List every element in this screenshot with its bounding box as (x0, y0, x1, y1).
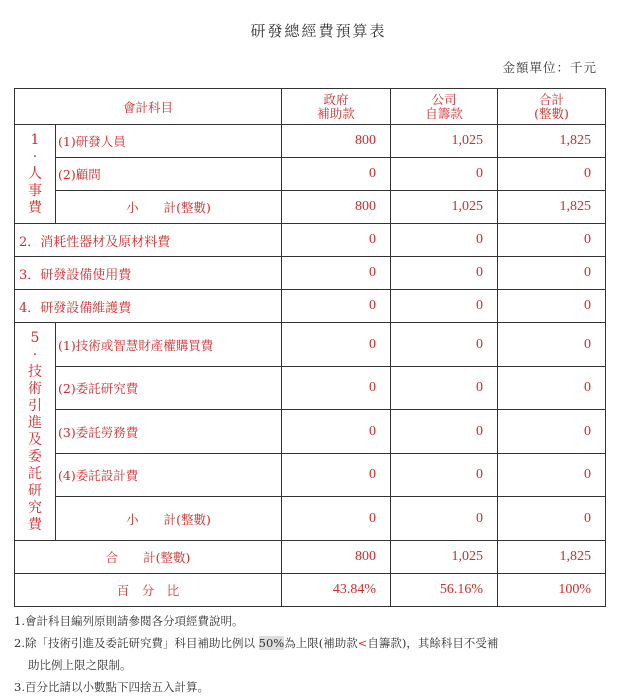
cell-total: 0 (498, 497, 606, 541)
cell-total: 1,825 (498, 541, 606, 574)
cell-total: 0 (498, 290, 606, 323)
row-label: (2)顧問 (56, 158, 282, 191)
row-label: 4．研發設備維護費 (15, 290, 282, 323)
header-row (15, 89, 606, 125)
cell-total: 0 (498, 158, 606, 191)
cell-company: 0 (391, 497, 498, 541)
row-label: 2．消耗性器材及原材料費 (15, 224, 282, 257)
note-2-cont: 助比例上限之限制。 (28, 658, 132, 672)
cell-gov: 0 (282, 454, 391, 497)
header-company: 公司 自籌款 (391, 89, 498, 125)
cell-gov: 800 (282, 541, 391, 574)
group1-label: 1 · 人 事 費 (15, 125, 56, 224)
cell-gov: 0 (282, 257, 391, 290)
percent-row (15, 574, 606, 607)
row-label: 百 分 比 (15, 574, 282, 607)
note-1: 1.會計科目編列原則請參閱各分項經費說明。 (14, 614, 244, 628)
cell-company: 0 (391, 323, 498, 367)
table-row (15, 497, 606, 541)
cell-gov: 0 (282, 367, 391, 410)
table-row (15, 454, 606, 497)
notes (14, 610, 614, 698)
table-row (15, 224, 606, 257)
cell-total: 1,825 (498, 125, 606, 158)
note-3: 3.百分比請以小數點下四捨五入計算。 (14, 680, 209, 694)
cell-total: 0 (498, 323, 606, 367)
cell-total: 0 (498, 224, 606, 257)
cell-company: 0 (391, 158, 498, 191)
table-row (15, 367, 606, 410)
cell-company: 0 (391, 224, 498, 257)
grand-total-row (15, 541, 606, 574)
cell-total: 0 (498, 454, 606, 497)
row-label: (4)委託設計費 (56, 454, 282, 497)
cell-gov: 0 (282, 224, 391, 257)
table-row (15, 125, 606, 158)
row-label: 合 計(整數) (15, 541, 282, 574)
cell-company: 1,025 (391, 191, 498, 224)
cell-gov: 0 (282, 323, 391, 367)
cell-company: 56.16% (391, 574, 498, 607)
table-row (15, 257, 606, 290)
header-gov: 政府 補助款 (282, 89, 391, 125)
header-total: 合計 (整數) (498, 89, 606, 125)
row-label: 3．研發設備使用費 (15, 257, 282, 290)
cell-total: 1,825 (498, 191, 606, 224)
cell-gov: 0 (282, 158, 391, 191)
cell-company: 0 (391, 290, 498, 323)
row-label: 小 計(整數) (56, 497, 282, 541)
table-row (15, 191, 606, 224)
note-2-less-than: < (357, 636, 368, 650)
note-2-text: 2.除「技術引進及委託研究費」科目補助比例以 (14, 636, 259, 650)
cell-company: 0 (391, 367, 498, 410)
cell-gov: 43.84% (282, 574, 391, 607)
cell-company: 0 (391, 410, 498, 454)
row-label: 小 計(整數) (56, 191, 282, 224)
row-label: (3)委託勞務費 (56, 410, 282, 454)
budget-table (14, 88, 606, 607)
page-title: 研發總經費預算表 (250, 22, 387, 40)
cell-company: 1,025 (391, 541, 498, 574)
cell-company: 0 (391, 257, 498, 290)
table-row (15, 410, 606, 454)
cell-total: 0 (498, 257, 606, 290)
unit-label: 金額單位：千元 (502, 60, 597, 75)
cell-total: 0 (498, 410, 606, 454)
table-row (15, 323, 606, 367)
note-2-text: 為上限(補助款 (284, 636, 358, 650)
cell-gov: 0 (282, 410, 391, 454)
note-2-highlight: 50% (258, 636, 285, 650)
table-row (15, 290, 606, 323)
row-label: (1)技術或智慧財產權購買費 (56, 323, 282, 367)
cell-company: 0 (391, 454, 498, 497)
row-label: (1)研發人員 (56, 125, 282, 158)
table-row (15, 158, 606, 191)
cell-gov: 800 (282, 125, 391, 158)
group5-label: 5 · 技 術 引 進 及 委 託 研 究 費 (15, 323, 56, 541)
note-2-text: 自籌款)，其餘科目不受補 (367, 636, 499, 650)
cell-total: 0 (498, 367, 606, 410)
cell-total: 100% (498, 574, 606, 607)
note-2 (14, 632, 614, 654)
header-item: 會計科目 (15, 89, 282, 125)
cell-gov: 800 (282, 191, 391, 224)
cell-gov: 0 (282, 497, 391, 541)
cell-company: 1,025 (391, 125, 498, 158)
row-label: (2)委託研究費 (56, 367, 282, 410)
cell-gov: 0 (282, 290, 391, 323)
